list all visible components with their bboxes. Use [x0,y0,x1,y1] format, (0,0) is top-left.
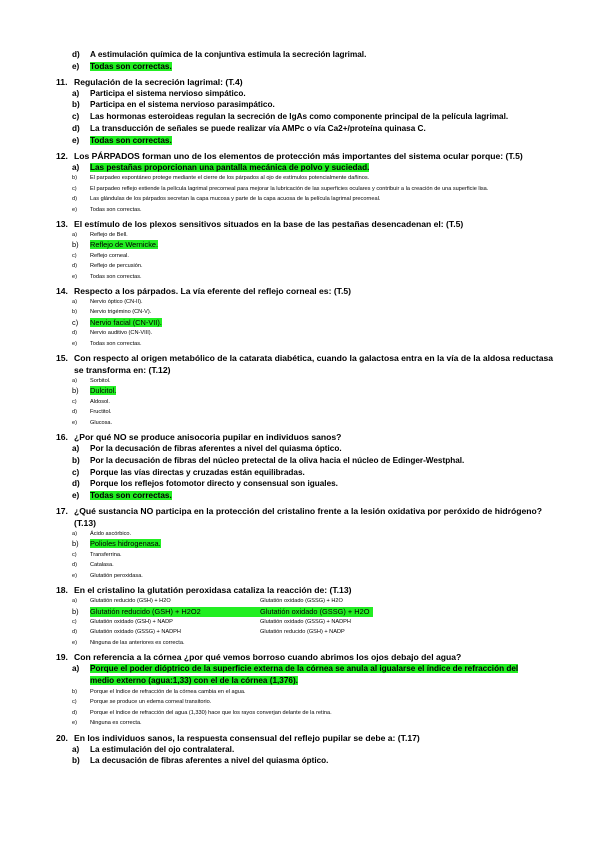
option-e: e) Todas son correctas. [72,340,142,347]
option-b: b) Dulcitol. [72,386,117,396]
highlighted-answer: Glutatión reducido (GSH) + H2O2 Glutatión oxidado (GSSG) + H2O [90,607,373,617]
option-c: c) Aldosol. [72,398,110,405]
option-c: c) Porque las vías directas y cruzadas están equilibradas. [72,467,305,477]
question-14: 14. Respecto a los párpados. La vía eferente del reflejo corneal es: (T.5) [56,286,352,297]
highlighted-answer: Polioles hidrogenasa. [90,539,161,549]
option-a: a) Reflejo de Bell. [72,232,128,238]
question-20: 20. En los individuos sanos, la respuesta consensual del reflejo pupilar se debe a: (T.17) [56,732,420,743]
option-c: c) Nervio facial (CN-VII). [72,317,162,327]
option-d: d) Porque los reflejos fotomotor directo y consensual son iguales. [72,479,338,489]
option-e: e) Glucosa. [72,419,113,426]
option-b: b) Porque el índice de refracción de la córnea cambia en el agua. [72,688,246,695]
option-c: c) Porque se produce un edema corneal transitorio. [72,699,212,706]
option-d: d) Porque el índice de refracción del agua (1,330) hace que los rayos converjan delante de la retina. [72,709,332,716]
option-e: e) Todas son correctas. [72,61,172,71]
question-19: 19. Con referencia a la córnea ¿por qué vemos borroso cuando abrimos los ojos debajo del agua? [56,652,462,663]
option-a: a) Participa el sistema nervioso simpático. [72,88,246,98]
option-e: e) Todas son correctas. [72,135,172,145]
question-12: 12. Los PÁRPADOS forman uno de los elementos de protección más importantes del sistema ocular porque: (T.5) [56,150,523,161]
highlighted-answer: Las pestañas proporcionan una pantalla mecánica de polvo y suciedad. [90,162,370,172]
document-page [56,49,556,767]
option-a: a) Ácido ascórbico. [72,531,132,538]
option-b: b) Glutatión reducido (GSH) + H2O2 Glutatión oxidado (GSSG) + H2O [56,607,556,617]
question-16: 16. ¿Por qué NO se produce anisocoria pupilar en individuos sanos? [56,432,342,443]
option-d: d) Las glándulas de los párpados secretan la capa mucosa y parte de la capa acuosa de la película lagrimal precorneal. [72,196,381,203]
option-b: b) Participa en el sistema nervioso parasimpático. [72,100,275,110]
option-e: e) Ninguna de las anteriores es correcta. [72,639,185,646]
option-a-continuation: medio externo (agua:1,33) con el de la córnea (1,376). [90,675,298,685]
option-d: d) Fructitol. [72,409,112,416]
option-b: b) Nervio trigémino (CN-V). [72,309,152,316]
option-e: e) Glutatión peroxidasa. [72,572,143,579]
highlighted-answer: Todas son correctas. [90,135,172,145]
option-d: d) Reflejo de percusión. [72,263,143,270]
question-13: 13. El estímulo de los plexos sensitivos situados en la base de las pestañas desencadenan el: (T.5) [56,219,464,229]
option-e: e) Todas son correctas. [72,206,142,213]
option-d: d) La transducción de señales se puede realizar vía AMPc o vía Ca2+/proteína quinasa C. [72,123,426,133]
option-d: d) Nervio auditivo (CN-VIII). [72,330,153,337]
option-c: c) Las hormonas esteroideas regulan la secreción de IgAs como componente principal de la película lagrimal. [72,112,509,122]
option-e: e) Todas son correctas. [72,491,172,501]
highlighted-answer: Nervio facial (CN-VII). [90,317,162,327]
highlighted-answer: Porque el poder dióptrico de la superficie externa de la córnea se anula al igualarse el índice de refracción del [90,664,519,674]
question-18: 18. En el cristalino la glutatión peroxidasa cataliza la reacción de: (T.13) [56,585,352,596]
option-a: a) Sorbitol. [72,378,111,385]
option-b: b) Por la decusación de fibras del núcleo pretectal de la oliva hacia el núcleo de Edinger-Westphal. [72,455,465,465]
option-c: c) El parpadeo reflejo extiende la película lagrimal precorneal para mejorar la lubricación de las superficies oculares y contribuir a la creación de una superficie lisa. [72,185,489,192]
option-d: d) Glutatión oxidado (GSSG) + NADPH Glutatión reducido (GSH) + NADP [72,629,345,636]
highlighted-answer: Reflejo de Wernicke. [90,240,159,250]
highlighted-answer: Dulcitol. [90,386,117,396]
option-b: b) Polioles hidrogenasa. [72,539,161,549]
highlighted-answer: Todas son correctas. [90,61,172,71]
option-d: d) A estimulación química de la conjuntiva estimula la secreción lagrimal. [72,50,367,59]
option-a: a) La estimulación del ojo contralateral. [72,744,235,754]
option-c: c) Glutatión oxidado (GSH) + NADP Glutatión oxidado (GSSG) + NADPH [72,618,351,625]
option-c: c) Transferrina. [72,551,122,558]
option-e: e) Ninguna es correcta. [72,720,142,727]
option-a: a) Glutatión reducido (GSH) + H2O Glutatión oxidado (GSSG) + H2O [72,598,343,605]
option-a: a) Las pestañas proporcionan una pantalla mecánica de polvo y suciedad. [72,162,370,172]
option-a: a) Nervio óptico (CN-II). [72,299,143,306]
option-c: c) Reflejo corneal. [72,252,129,259]
option-d: d) Catalasa. [72,562,114,569]
question-17: 17. ¿Qué sustancia NO participa en la protección del cristalino frente a la lesión oxidativa por peróxido de hidrógeno? (T.13) [56,506,542,529]
question-15: 15. Con respecto al origen metabólico de la catarata diabética, cuando la galactosa entra en la vía de la aldosa reductasa se transforma en: (T.12) [56,353,554,376]
option-b: b) Reflejo de Wernicke. [72,240,159,250]
option-e: e) Todas son correctas. [72,273,142,280]
option-a: a) Porque el poder dióptrico de la superficie externa de la córnea se anula al igualarse el índice de refracción del [72,664,519,674]
question-11: 11. Regulación de la secreción lagrimal: (T.4) [56,76,243,87]
option-b: b) El parpadeo espontáneo protege mediante el cierre de los párpados al ojo de estímulos potencialmente dañinos. [72,175,370,182]
highlighted-answer: Todas son correctas. [90,491,172,501]
option-a: a) Por la decusación de fibras aferentes a nivel del quiasma óptico. [72,444,342,454]
option-b: b) La decusación de fibras aferentes a nivel del quiasma óptico. [72,756,329,766]
